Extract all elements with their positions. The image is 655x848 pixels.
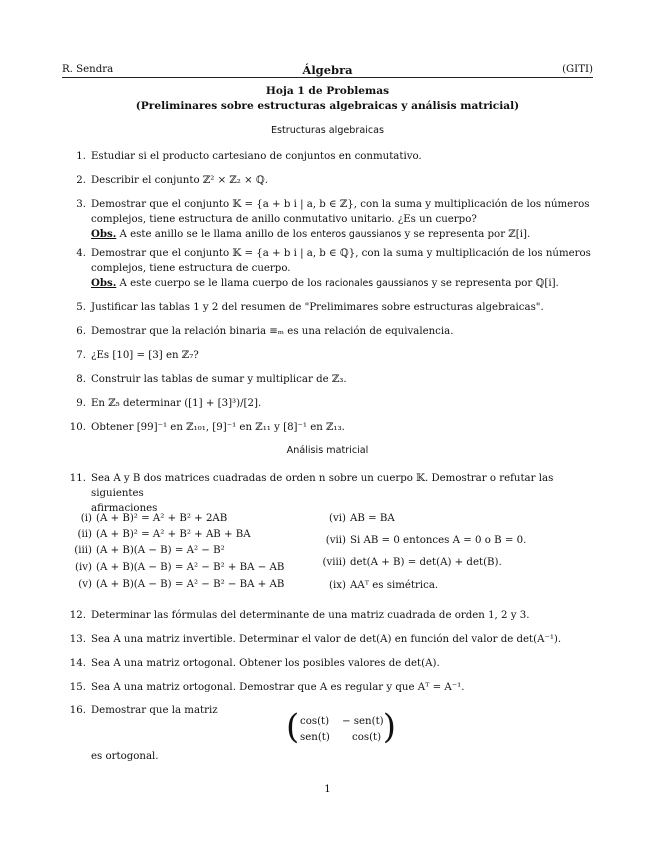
problem-item: 11. Sea A y B dos matrices cuadradas de orden n sobre un cuerpo 𝕂. Demostrar o refutar las siguientes afirmaciones — [69, 473, 554, 514]
problem-item: 4. Demostrar que el conjunto 𝕂 = {a + b i | a, b ∈ ℚ}, con la suma y multiplicación de los números complejos, tiene estructura de cuerpo. Obs. A este cuerpo se le llama cuerpo de los racionales gaussianos y se representa por ℚ[i]. — [76, 248, 591, 289]
section-heading-structures: Estructuras algebraicas — [270, 125, 385, 136]
section-heading-matrix: Análisis matricial — [286, 445, 369, 456]
sub-item: (vii) Si AB = 0 entonces A = 0 o B = 0. — [325, 535, 527, 546]
page-number: 1 — [324, 784, 331, 795]
header-rule — [62, 77, 593, 78]
sub-item: (v) (A + B)(A − B) = A² − B² − BA + AB — [78, 579, 285, 590]
matrix-cell: sen(t) — [300, 732, 330, 743]
sub-item: (iv) (A + B)(A − B) = A² − B² + BA − AB — [75, 562, 285, 573]
sub-item: (vi) AB = BA — [329, 513, 395, 524]
sub-item: (viii) det(A + B) = det(A) + det(B). — [322, 557, 502, 568]
matrix-cell: cos(t) — [300, 716, 330, 727]
header-course: (GITI) — [562, 64, 593, 75]
sub-item: (ii) (A + B)² = A² + B² + AB + BA — [77, 529, 251, 540]
matrix-cell: − sen(t) — [342, 716, 384, 727]
sub-item: (ix) AAᵀ es simétrica. — [329, 580, 439, 591]
doc-title: Hoja 1 de Problemas — [265, 85, 390, 97]
header-author: R. Sendra — [62, 64, 114, 75]
rotation-matrix — [286, 707, 396, 748]
sub-item: (iii) (A + B)(A − B) = A² − B² — [74, 545, 225, 556]
doc-subtitle: (Preliminares sobre estructuras algebraicas y análisis matricial) — [135, 100, 520, 112]
right-paren: ) — [382, 707, 396, 747]
sub-item: (i) (A + B)² = A² + B² + 2AB — [80, 513, 228, 524]
problem-item: 3. Demostrar que el conjunto 𝕂 = {a + b i | a, b ∈ ℤ}, con la suma y multiplicación de los números complejos, tiene estructura de anillo conmutativo unitario. ¿Es un cuerpo? Obs. A este anillo se le llama anillo de los enteros gaussianos y se representa por ℤ[i]. — [76, 199, 590, 240]
matrix-cell: cos(t) — [352, 732, 382, 743]
header-subject: Álgebra — [302, 63, 353, 77]
left-paren: ( — [286, 707, 300, 747]
